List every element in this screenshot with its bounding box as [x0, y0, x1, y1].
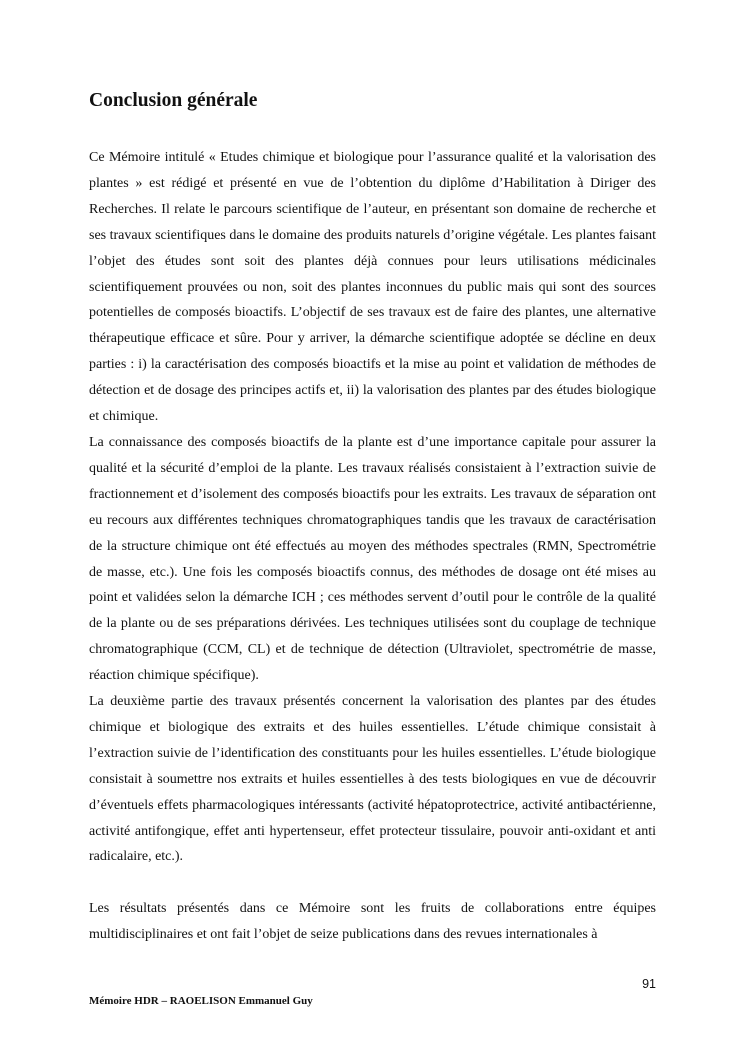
paragraph-valorisation: La deuxième partie des travaux présentés concernent la valorisation des plantes par des études chimique et biologique des extraits et des huiles essentielles. L’étude chimique consistait à l’extraction suivie de l’identification des constituants pour les huiles essentielles. L’étude biologique consistait à soumettre nos extraits et huiles essentielles à des tests biologiques en vue de découvrir d’éventuels effets pharmacologiques intéressants (activité hépatoprotectrice, activité antibactérienne, activité antifongique, effet anti hypertenseur, effet protecteur tissulaire, pouvoir anti-oxidant et anti radicalaire, etc.).	[89, 694, 656, 865]
paragraph-bioactive-compounds: La connaissance des composés bioactifs de la plante est d’une importance capitale pour assurer la qualité et la sécurité d’emploi de la plante. Les travaux réalisés consistaient à l’extraction suivie de fractionnement et d’isolement des composés bioactifs pour les extraits. Les travaux de séparation ont eu recours aux différentes techniques chromatographiques tandis que les travaux de caractérisation de la structure chimique ont été effectués au moyen des méthodes spectrales (RMN, Spectrométrie de masse, etc.). Une fois les composés bioactifs connus, des méthodes de dosage ont été mises au point et validées selon la démarche ICH ; ces méthodes servent d’outil pour le contrôle de la qualité de la plante ou de ses préparations dérivées. Les techniques utilisées sont du couplage de technique chromatographique (CCM, CL) et de technique de détection (Ultraviolet, spectrométrie de masse, réaction chimique spécifique).	[89, 434, 656, 684]
page-number: 91	[642, 977, 656, 991]
paragraph-intro: Ce Mémoire intitulé « Etudes chimique et biologique pour l’assurance qualité et la valorisation des plantes » est rédigé et présenté en vue de l’obtention du diplôme d’Habilitation à Diriger des Recherches. Il relate le parcours scientifique de l’auteur, en présentant son domaine de recherche et ses travaux scientifiques dans le domaine des produits naturels d’origine végétale. Les plantes faisant l’objet des études sont soit des plantes déjà connues pour leurs utilisations médicinales scientifiquement prouvées ou non, soit des plantes inconnues du public mais qui sont des sources potentielles de composés bioactifs. L’objectif de ses travaux est de faire des plantes, une alternative thérapeutique efficace et sûre. Pour y arriver, la démarche scientifique adoptée se décline en deux parties : i) la caractérisation des composés bioactifs et la mise au point et validation de méthodes de détection et de dosage des principes actifs et, ii) la valorisation des plantes par des études biologique et chimique.	[89, 150, 656, 425]
paragraph-results: Les résultats présentés dans ce Mémoire sont les fruits de collaborations entre équipes multidisciplinaires et ont fait l’objet de seize publications dans des revues internationales à	[89, 901, 656, 943]
body-text	[89, 145, 656, 948]
page-title: Conclusion générale	[89, 90, 258, 111]
page-footer: Mémoire HDR – RAOELISON Emmanuel Guy	[89, 995, 313, 1007]
